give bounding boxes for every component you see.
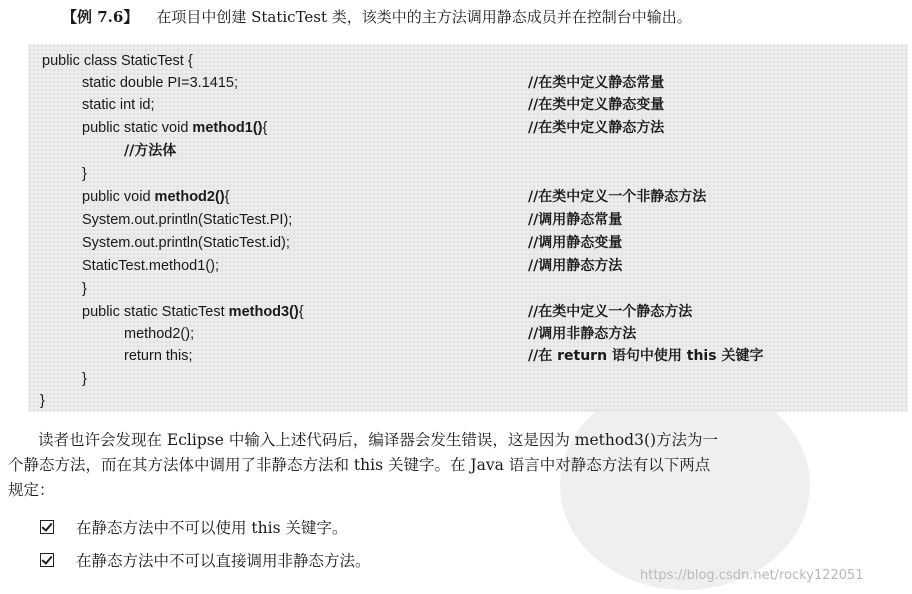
rule-list [40,512,371,578]
code-text: System.out.println(StaticTest.id); [82,235,290,251]
code-comment: //在 return 语句中使用 this 关键字 [528,348,764,364]
example-heading [62,6,692,27]
code-text: static double PI=3.1415; [82,75,238,91]
paragraph-line: 读者也许会发现在 Eclipse 中输入上述代码后，编译器会发生错误，这是因为 method3()方法为一 [38,431,719,449]
paragraph-line: 个静态方法，而在其方法体中调用了非静态方法和 this 关键字。在 Java 语言中对静态方法有以下两点 [8,456,711,474]
code-comment: //调用静态常量 [528,212,623,228]
checkbox-icon [40,520,54,534]
watermark-url: https://blog.csdn.net/rocky122051 [640,568,864,583]
code-text: method2(); [124,326,195,342]
code-text: } [40,393,45,409]
code-text: } [82,371,87,387]
code-text: } [82,166,87,182]
code-text: public class StaticTest { [42,53,193,69]
code-text: public void method2(){ [82,189,230,205]
code-comment: //在类中定义一个非静态方法 [528,189,707,205]
code-text: //方法体 [124,143,177,159]
rule-item [40,512,371,545]
code-text: public static StaticTest method3(){ [82,304,304,320]
code-comment: //在类中定义静态常量 [528,75,665,91]
checkbox-icon [40,553,54,567]
example-description: 在项目中创建 StaticTest 类，该类中的主方法调用静态成员并在控制台中输出。 [156,8,692,26]
code-comment: //调用非静态方法 [528,326,637,342]
code-text: static int id; [82,97,155,113]
code-comment: //在类中定义静态方法 [528,120,665,136]
paragraph-line: 规定： [8,481,55,499]
example-tag: 【例 7.6】 [62,8,139,26]
code-block [28,44,908,412]
explanation-paragraph [8,428,904,503]
code-text: StaticTest.method1(); [82,258,219,274]
rule-text: 在静态方法中不可以直接调用非静态方法。 [76,552,371,570]
rule-text: 在静态方法中不可以使用 this 关键字。 [76,519,348,537]
code-text: } [82,281,87,297]
code-text: return this; [124,348,193,364]
code-comment: //在类中定义一个静态方法 [528,304,693,320]
rule-item [40,545,371,578]
code-comment: //在类中定义静态变量 [528,97,665,113]
code-comment: //调用静态变量 [528,235,623,251]
code-comment: //调用静态方法 [528,258,623,274]
code-text: public static void method1(){ [82,120,268,136]
code-text: System.out.println(StaticTest.PI); [82,212,293,228]
